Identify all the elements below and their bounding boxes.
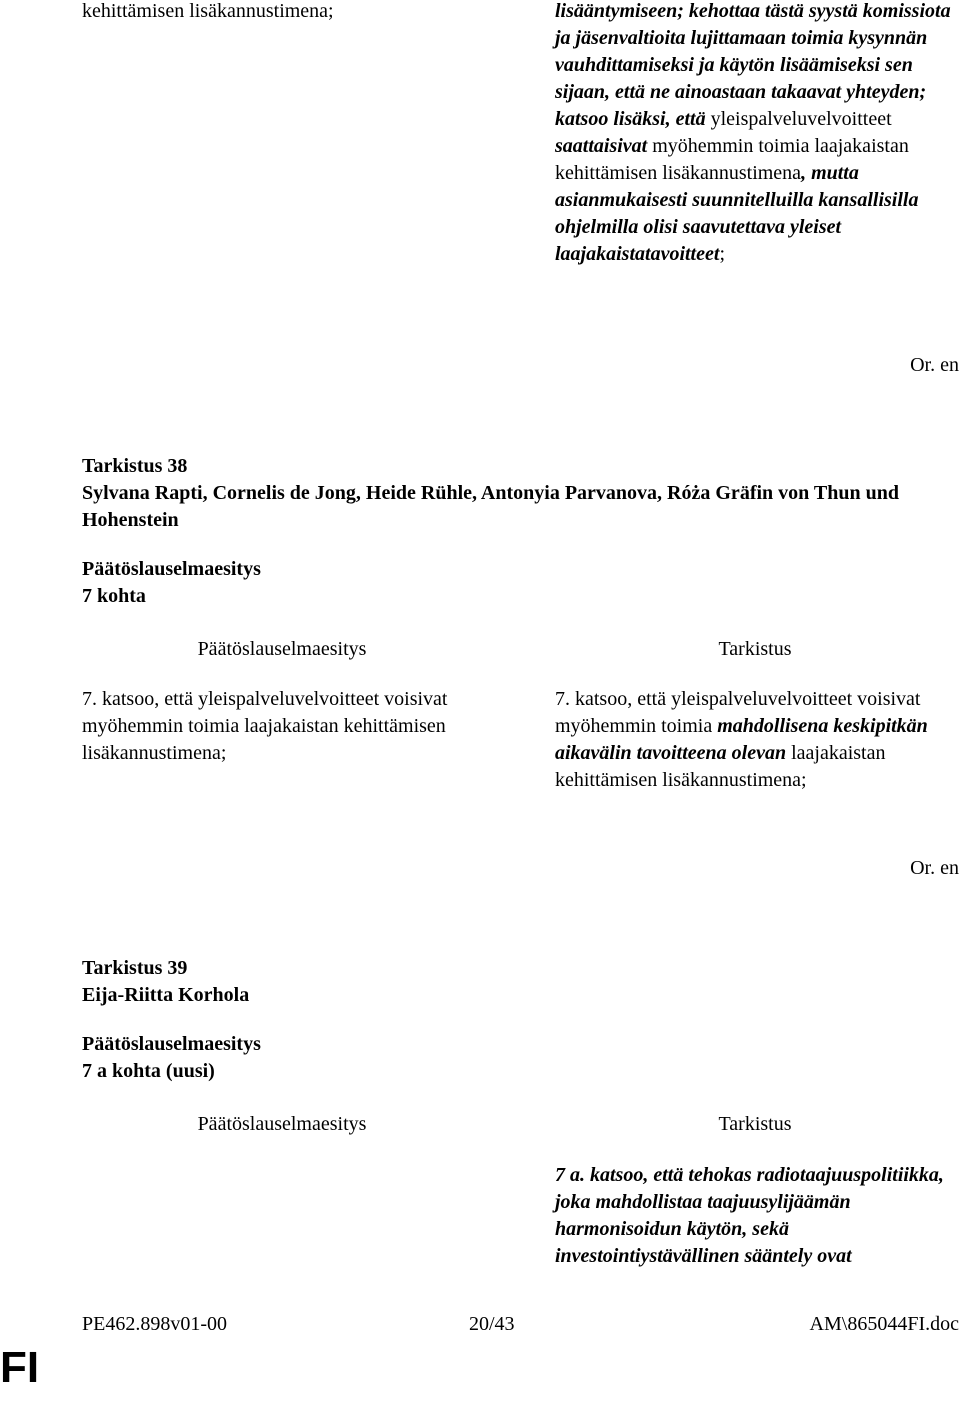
document-label: Päätöslauselmaesitys (82, 558, 261, 580)
column-header-amendment: Tarkistus (718, 638, 792, 660)
column-header-original: Päätöslauselmaesitys (197, 638, 367, 660)
amended-text (555, 686, 955, 794)
text-run: mahdollisena keskipitkän aikavälin tavoitteena olevan (555, 715, 928, 764)
top-right-carryover (555, 0, 955, 268)
text-run: yleispalveluvelvoitteet (705, 108, 892, 130)
section-ref: 7 a kohta (uusi) (82, 1060, 215, 1082)
original-text: 7. katsoo, että yleispalveluvelvoitteet voisivat myöhemmin toimia laajakaistan kehittämisen lisäkannustimena; (82, 688, 448, 764)
text-run: ; (719, 243, 725, 265)
footer-file-name: AM\865044FI.doc (809, 1313, 959, 1335)
column-header-original: Päätöslauselmaesitys (197, 1113, 367, 1135)
footer-page-number: 20/43 (469, 1313, 515, 1335)
text-run: saattaisivat (555, 135, 648, 157)
column-header-amendment: Tarkistus (718, 1113, 792, 1135)
footer-language-code: FI (0, 1343, 40, 1392)
text-run: myöhemmin toimia laajakaistan kehittämisen lisäkannustimena (555, 135, 909, 184)
text-run: , mutta asianmukaisesti suunnitelluilla kansallisilla ohjelmilla olisi saavutettava yleiset laajakaistatavoitteet (555, 162, 919, 265)
text-run: 7. katsoo, että yleispalveluvelvoitteet voisivat myöhemmin toimia (555, 688, 921, 737)
amendment-heading: Tarkistus 38 (82, 455, 188, 477)
section-ref: 7 kohta (82, 585, 146, 607)
footer-doc-ref: PE462.898v01-00 (82, 1313, 227, 1335)
document-label: Päätöslauselmaesitys (82, 1033, 261, 1055)
amendment-authors: Eija-Riitta Korhola (82, 984, 250, 1006)
amendment-heading: Tarkistus 39 (82, 957, 188, 979)
text-run: laajakaistan kehittämisen lisäkannustimena; (555, 742, 886, 791)
text-run: 7 a. katsoo, että tehokas radiotaajuuspolitiikka, joka mahdollistaa taajuusylijäämän harmonisoidun käytön, sekä investointiystävällinen sääntely ovat (555, 1164, 944, 1267)
text-run: lisääntymiseen; kehottaa tästä syystä komissiota ja jäsenvaltioita lujittamaan toimia kysynnän vauhdittamiseksi ja käytön lisäämiseksi sen sijaan, että ne ainoastaan takaavat yhteyden; katsoo lisäksi, että (555, 0, 951, 130)
top-left-carryover: kehittämisen lisäkannustimena; (82, 0, 334, 22)
amended-text (555, 1162, 955, 1270)
amendment-authors: Sylvana Rapti, Cornelis de Jong, Heide Rühle, Antonyia Parvanova, Róża Gräfin von Thun und Hohenstein (82, 482, 899, 531)
origin-language: Or. en (910, 354, 959, 376)
origin-language: Or. en (910, 857, 959, 879)
